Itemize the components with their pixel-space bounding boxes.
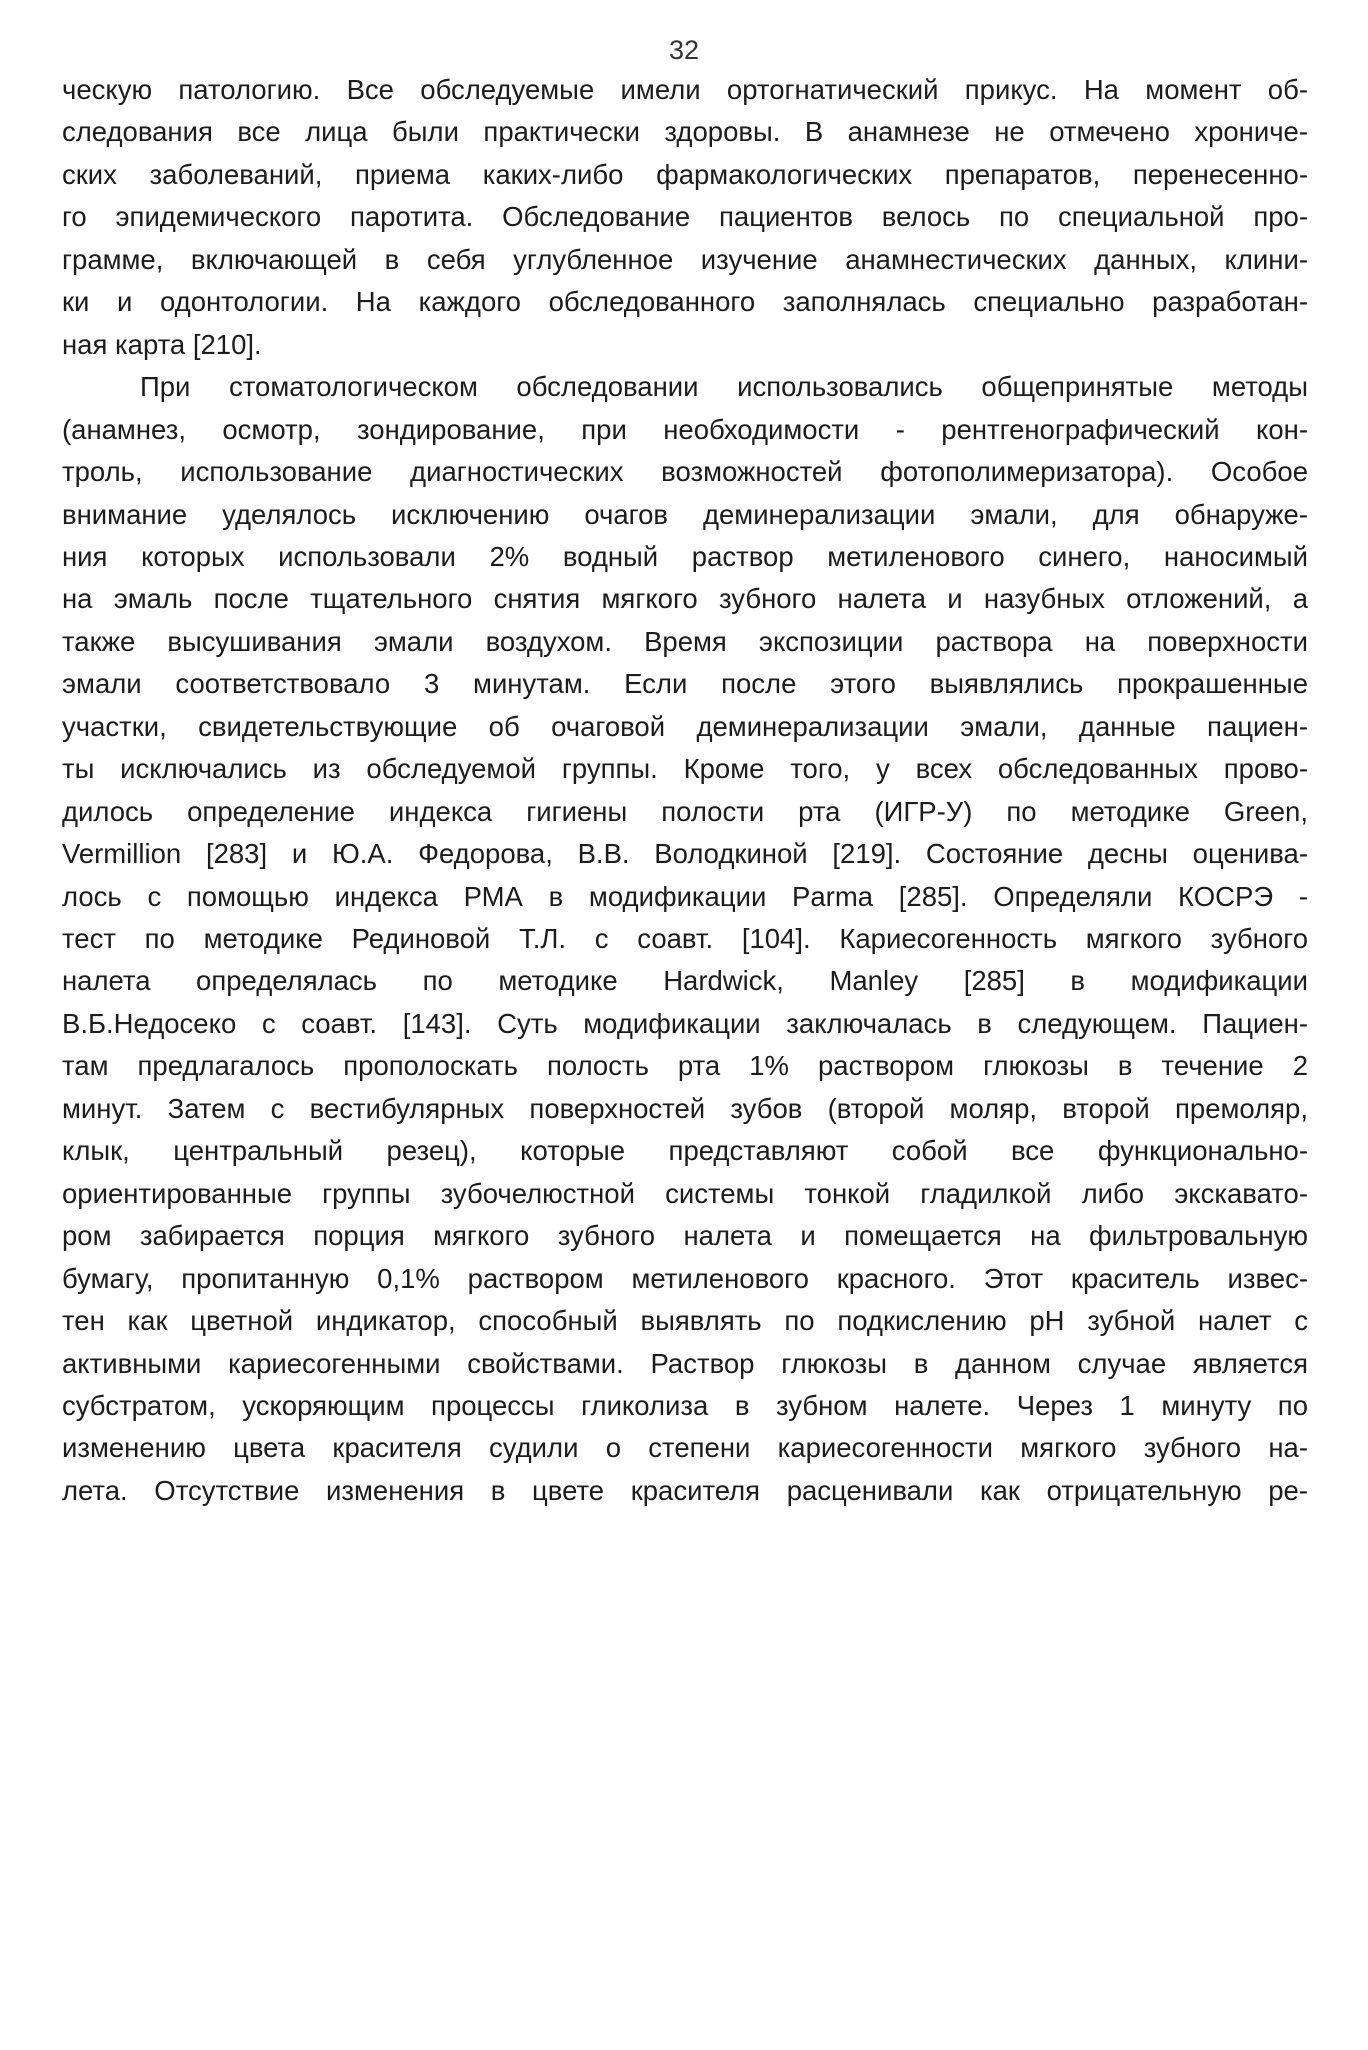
text-line: Vermillion [283] и Ю.А. Федорова, В.В. Володкиной [219]. Состояние десны оценива- — [62, 838, 1308, 870]
text-line: изменению цвета красителя судили о степени кариесогенности мягкого зубного на- — [62, 1432, 1308, 1464]
text-line: активными кариесогенными свойствами. Раствор глюкозы в данном случае является — [62, 1347, 1308, 1379]
text-line: следования все лица были практически здоровы. В анамнезе не отмечено хрониче- — [62, 116, 1308, 148]
text-line: грамме, включающей в себя углубленное изучение анамнестических данных, клини- — [62, 243, 1308, 275]
text-line: ческую патологию. Все обследуемые имели ортогнатический прикус. На момент об- — [62, 74, 1308, 105]
text-line: В.Б.Недосеко с соавт. [143]. Суть модификации заключалась в следующем. Пациен- — [62, 1007, 1308, 1039]
text-line: ная карта [210]. — [62, 328, 262, 360]
text-line: тест по методике Рединовой Т.Л. с соавт. [104]. Кариесогенность мягкого зубного — [62, 923, 1308, 954]
text-line: тен как цветной индикатор, способный выявлять по подкислению рН зубной налет с — [62, 1305, 1308, 1337]
text-line: ты исключались из обследуемой группы. Кроме того, у всех обследованных прово- — [62, 753, 1308, 785]
text-line: ния которых использовали 2% водный раствор метиленового синего, наносимый — [62, 540, 1308, 572]
text-line: клык, центральный резец), которые представляют собой все функционально- — [62, 1135, 1308, 1167]
text-line: налета определялась по методике Hardwick, Manley [285] в модификации — [62, 965, 1308, 997]
text-line: лета. Отсутствие изменения в цвете красителя расценивали как отрицательную ре- — [62, 1474, 1308, 1506]
text-line: ориентированные группы зубочелюстной системы тонкой гладилкой либо экскавато- — [62, 1177, 1308, 1209]
text-line: бумагу, пропитанную 0,1% раствором метиленового красного. Этот краситель извес- — [62, 1262, 1308, 1294]
text-line: го эпидемического паротита. Обследование пациентов велось по специальной про- — [62, 201, 1308, 233]
text-line: участки, свидетельствующие об очаговой деминерализации эмали, данные пациен- — [62, 710, 1308, 742]
text-line: там предлагалось прополоскать полость рта 1% раствором глюкозы в течение 2 — [62, 1050, 1308, 1082]
page-number: 32 — [668, 35, 700, 65]
text-line: минут. Затем с вестибулярных поверхностей зубов (второй моляр, второй премоляр, — [62, 1092, 1308, 1124]
text-line: лось с помощью индекса РМА в модификации Parma [285]. Определяли КОСРЭ - — [62, 880, 1308, 912]
text-line: ки и одонтологии. На каждого обследованного заполнялась специально разработан- — [62, 286, 1308, 318]
text-line: на эмаль после тщательного снятия мягкого зубного налета и назубных отложений, а — [62, 583, 1308, 615]
text-line: При стоматологическом обследовании использовались общепринятые методы — [140, 371, 1308, 403]
text-line: (анамнез, осмотр, зондирование, при необходимости - рентгенографический кон- — [62, 413, 1308, 445]
text-line: ских заболеваний, приема каких-либо фармакологических препаратов, перенесенно- — [62, 158, 1308, 190]
text-line: троль, использование диагностических возможностей фотополимеризатора). Особое — [62, 456, 1308, 488]
text-line: эмали соответствовало 3 минутам. Если после этого выявлялись прокрашенные — [62, 668, 1308, 700]
text-line: субстратом, ускоряющим процессы гликолиза в зубном налете. Через 1 минуту по — [62, 1389, 1308, 1421]
text-line: также высушивания эмали воздухом. Время экспозиции раствора на поверхности — [62, 625, 1308, 657]
text-line: внимание уделялось исключению очагов деминерализации эмали, для обнаруже- — [62, 498, 1308, 530]
text-line: дилось определение индекса гигиены полости рта (ИГР-У) по методике Green, — [62, 795, 1308, 827]
text-line: ром забирается порция мягкого зубного налета и помещается на фильтровальную — [62, 1220, 1308, 1252]
